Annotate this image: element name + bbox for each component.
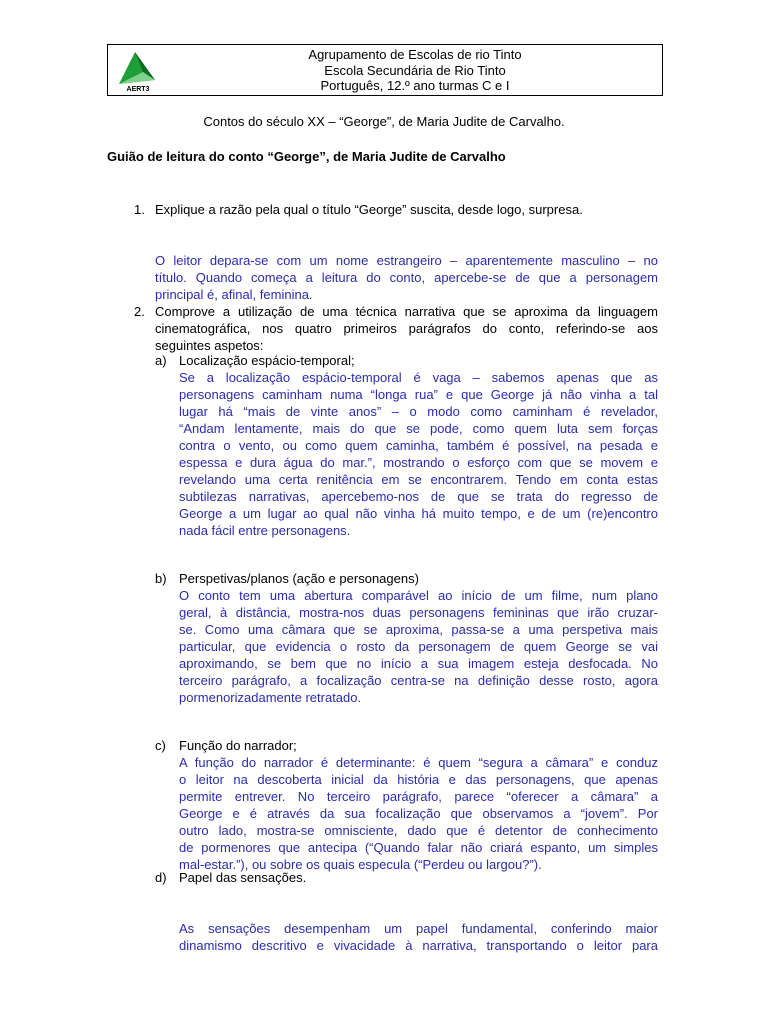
q2c-label: Função do narrador; bbox=[179, 738, 297, 753]
q2c-answer-line: mal-estar.”), ou sobre os quais especula (“Perdeu ou largou?”). bbox=[179, 857, 542, 872]
q2a-answer-line: personagens caminham numa “longa rua” e que George já não vinha a tal bbox=[179, 387, 658, 402]
q2a-answer-line: contra o vento, ou como quem caminha, também é possível, na pesada e bbox=[179, 438, 658, 453]
q2-question-line: seguintes aspetos: bbox=[155, 338, 264, 353]
q1-number: 1. bbox=[134, 202, 145, 217]
q1-answer-line: principal é, afinal, feminina. bbox=[155, 287, 313, 302]
q2c-letter: c) bbox=[155, 738, 166, 753]
school-header bbox=[107, 44, 663, 96]
logo-text: AERT3 bbox=[126, 86, 150, 92]
header-line-school: Escola Secundária de Rio Tinto bbox=[324, 62, 506, 78]
q2c-answer-line: o leitor na descoberta inicial da história e das personagens, que apenas bbox=[179, 772, 658, 787]
q2d-answer bbox=[179, 920, 658, 954]
q2c-answer-line: George e é através da sua focalização que observamos a “jovem”. Por bbox=[179, 806, 658, 821]
q2b-answer-line: particular, que evidencia o rosto da personagem de quem George se vai bbox=[179, 639, 658, 654]
q2b-answer bbox=[179, 587, 658, 706]
header-line-course: Português, 12.º ano turmas C e I bbox=[320, 78, 510, 93]
q2a-answer-line: subtilezas narrativas, apercebemo-nos de que se trata do regresso de bbox=[179, 489, 658, 504]
q1-answer-line: título. Quando começa a leitura do conto, apercebe-se de que a personagem bbox=[155, 270, 658, 285]
q2c-answer-line: de pormenores que antecipa (“Quando falar não criará espanto, um simples bbox=[179, 840, 658, 855]
q2b-answer-line: se. Como uma câmara que se aproxima, passa-se a uma perspetiva mais bbox=[179, 622, 658, 637]
q2a-answer-line: Se a localização espácio-temporal é vaga – sabemos apenas que as bbox=[179, 370, 658, 385]
q2a-letter: a) bbox=[155, 353, 167, 368]
q1-question: Explique a razão pela qual o título “George” suscita, desde logo, surpresa. bbox=[155, 202, 583, 217]
q2a-answer-line: revelando uma certa renitência em se encontrarem. Tendo em conta estas bbox=[179, 472, 658, 487]
header-lines bbox=[168, 47, 662, 94]
q2c-answer-line: A função do narrador é determinante: é quem “segura a câmara” e conduz bbox=[179, 755, 658, 770]
school-logo bbox=[115, 48, 161, 92]
header-line-school-group: Agrupamento de Escolas de rio Tinto bbox=[308, 47, 522, 62]
guide-title: Guião de leitura do conto “George”, de Maria Judite de Carvalho bbox=[107, 149, 506, 164]
q2b-answer-line: aproximando, se bem que no início a sua imagem esteja desfocada. No bbox=[179, 656, 658, 671]
q2d-answer-line: As sensações desempenham um papel fundamental, conferindo maior bbox=[179, 921, 658, 936]
q2d-letter: d) bbox=[155, 870, 167, 885]
q2-question-line: Comprove a utilização de uma técnica narrativa que se aproxima da linguagem bbox=[155, 304, 658, 319]
q2d-label: Papel das sensações. bbox=[179, 870, 307, 885]
q2-question bbox=[155, 303, 658, 354]
q2c-answer bbox=[179, 754, 658, 873]
q2c-answer-line: permite entrever. No terceiro parágrafo, parece “oferecer a câmara” a bbox=[179, 789, 658, 804]
q2b-label: Perspetivas/planos (ação e personagens) bbox=[179, 571, 419, 586]
q2a-answer-line: “Andam lentamente, mais do que se pode, como quem luta sem forças bbox=[179, 421, 658, 436]
q2a-answer-line: nada fácil entre personagens. bbox=[179, 523, 351, 538]
q2c-answer-line: outro lado, mostra-se omnisciente, dado que é detentor de conhecimento bbox=[179, 823, 658, 838]
q2a-answer bbox=[179, 369, 658, 539]
q2a-answer-line: George a um lugar ao qual não vinha há muito tempo, e de um (re)encontro bbox=[179, 506, 658, 521]
q2a-answer-line: lugar há “mais de vinte anos” – o modo como caminham é revelador, bbox=[179, 404, 658, 419]
q1-answer-line: O leitor depara-se com um nome estrangeiro – aparentemente masculino – no bbox=[155, 253, 658, 268]
q2a-label: Localização espácio-temporal; bbox=[179, 353, 355, 368]
q2a-answer-line: espessa e dura água do mar.”, mostrando o esforço com que se movem e bbox=[179, 455, 658, 470]
q2b-answer-line: pormenorizadamente retratado. bbox=[179, 690, 362, 705]
q2-number: 2. bbox=[134, 304, 145, 319]
q2b-letter: b) bbox=[155, 571, 167, 586]
q2b-answer-line: geral, à distância, mostra-nos duas personagens femininas que irão cruzar- bbox=[179, 605, 658, 620]
q2d-answer-line: dinamismo descritivo e vivacidade à narrativa, transportando o leitor para bbox=[179, 938, 658, 953]
q2b-answer-line: terceiro parágrafo, a focalização centra-se na definição desse rosto, agora bbox=[179, 673, 658, 688]
q2b-answer-line: O conto tem uma abertura comparável ao início de um filme, num plano bbox=[179, 588, 658, 603]
document-subtitle: Contos do século XX – “George”, de Maria Judite de Carvalho. bbox=[203, 114, 565, 129]
q1-answer bbox=[155, 252, 658, 303]
q2-question-line: cinematográfica, nos quatro primeiros parágrafos do conto, referindo-se aos bbox=[155, 321, 658, 336]
